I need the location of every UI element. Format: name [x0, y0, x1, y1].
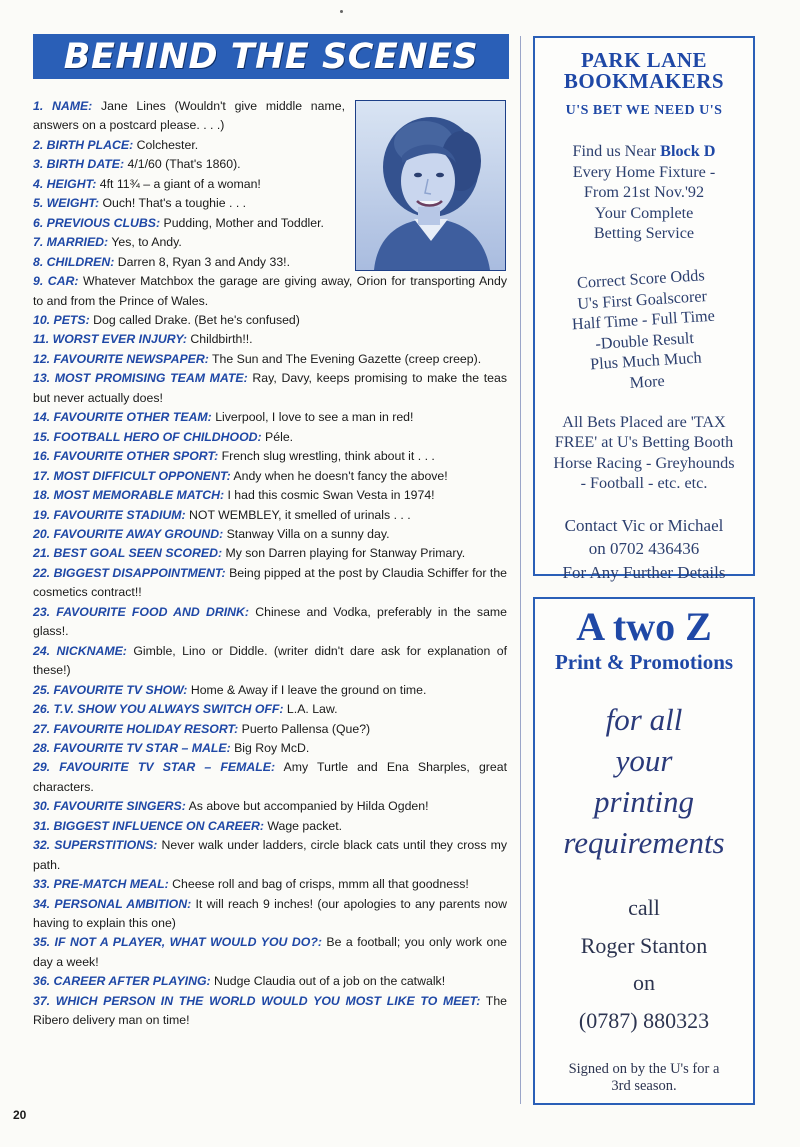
bets-line: Correct Score Odds	[576, 265, 706, 292]
qa-item	[33, 525, 507, 544]
question-label: 35. IF NOT A PLAYER, WHAT WOULD YOU DO?:	[33, 935, 322, 950]
question-label: 22. BIGGEST DISAPPOINTMENT:	[33, 565, 226, 580]
question-label: 27. FAVOURITE HOLIDAY RESORT:	[33, 721, 239, 736]
qa-item	[33, 681, 507, 700]
qa-item	[33, 544, 507, 563]
qa-item	[33, 447, 507, 466]
answer-text: The Ribero delivery man on time!	[33, 993, 507, 1028]
qa-item	[33, 136, 345, 155]
printing-footer	[535, 1061, 753, 1095]
qa-item	[33, 603, 507, 642]
tax-line: - Football - etc. etc.	[580, 474, 708, 492]
answer-text: Gimble, Lino or Diddle. (writer didn't dare ask for explanation of these!)	[33, 643, 507, 678]
answer-text: Amy Turtle and Ena Sharples, great characters.	[33, 760, 507, 794]
bets-line: Plus Much Much	[589, 348, 703, 373]
answer-text: 4ft 11¾ – a giant of a woman!	[96, 176, 261, 191]
bookmakers-name-line1: PARK LANE	[580, 48, 708, 72]
answer-text: Jane Lines (Wouldn't give middle name, answers on a postcard please. . . .)	[33, 99, 345, 133]
qa-item	[33, 175, 345, 194]
answer-text: Péle.	[261, 429, 294, 444]
question-label: 11. WORST EVER INJURY:	[33, 332, 187, 347]
answer-text: Whatever Matchbox the garage are giving away, Orion for transporting Andy to and from the Prince of Wales.	[33, 274, 507, 308]
answer-text: It will reach 9 inches! (our apologies to any parents now having to explain this one)	[33, 896, 507, 931]
qa-item	[33, 564, 507, 603]
qa-item	[33, 467, 507, 486]
question-label: 21. BEST GOAL SEEN SCORED:	[33, 546, 223, 561]
column-divider	[520, 36, 521, 1104]
question-label: 36. CAREER AFTER PLAYING:	[33, 974, 211, 989]
bookmakers-advert	[533, 36, 755, 582]
question-label: 12. FAVOURITE NEWSPAPER:	[33, 351, 209, 366]
contact-line: Contact Vic or Michael	[564, 515, 724, 535]
contact-phone: (0787) 880323	[578, 1007, 710, 1033]
answer-text: Dog called Drake. (Bet he's confused)	[89, 312, 300, 327]
qa-item	[33, 797, 507, 816]
qa-item	[33, 739, 507, 758]
bookmakers-bets-block	[531, 262, 756, 398]
bets-line: U's First Goalscorer	[576, 286, 708, 313]
bookmakers-tax-block	[535, 412, 753, 494]
qa-item	[33, 992, 507, 1031]
answer-text: Chinese and Vodka, preferably in the same glass!.	[33, 604, 507, 639]
question-label: 37. WHICH PERSON IN THE WORLD WOULD YOU MOST LIKE TO MEET:	[33, 993, 481, 1008]
question-label: 13. MOST PROMISING TEAM MATE:	[33, 371, 248, 386]
answer-text: As above but accompanied by Hilda Ogden!	[185, 799, 429, 814]
question-label: 20. FAVOURITE AWAY GROUND:	[33, 526, 224, 541]
find-us-prefix: Find us Near	[572, 142, 661, 160]
question-label: 32. SUPERSTITIONS:	[33, 838, 158, 853]
question-label: 15. FOOTBALL HERO OF CHILDHOOD:	[33, 429, 262, 444]
answer-text: Big Roy McD.	[230, 740, 310, 755]
answer-text: French slug wrestling, think about it . . .	[218, 449, 435, 464]
qa-item	[33, 311, 507, 330]
contact-line: on 0702 436436	[588, 539, 700, 558]
question-label: 31. BIGGEST INFLUENCE ON CAREER:	[33, 818, 264, 833]
printing-contact	[535, 889, 753, 1039]
contact-line: Roger Stanton	[580, 932, 708, 958]
bookmakers-location-block	[535, 141, 753, 244]
qa-item	[33, 836, 507, 875]
question-label: 30. FAVOURITE SINGERS:	[33, 799, 186, 814]
answer-text: Nudge Claudia out of a job on the catwalk!	[210, 974, 446, 989]
answer-text: Home & Away if I leave the ground on time.	[187, 682, 427, 697]
location-line: From 21st Nov.'92	[583, 183, 705, 201]
qa-item	[33, 758, 507, 797]
qa-item	[33, 972, 507, 991]
answer-text: 4/1/60 (That's 1860).	[124, 157, 241, 172]
question-label: 3. BIRTH DATE:	[33, 157, 125, 172]
question-label: 17. MOST DIFFICULT OPPONENT:	[33, 468, 231, 483]
qa-item	[33, 330, 507, 349]
footer-line: 3rd season.	[611, 1078, 677, 1094]
answer-text: NOT WEMBLEY, it smelled of urinals . . .	[185, 507, 411, 522]
qa-item	[33, 214, 345, 233]
answer-text: Ray, Davy, keeps promising to make the teas but never actually does!	[33, 371, 507, 405]
question-label: 10. PETS:	[33, 312, 90, 327]
bets-line: -Double Result	[594, 327, 695, 352]
question-label: 25. FAVOURITE TV SHOW:	[33, 682, 188, 697]
tax-line: All Bets Placed are 'TAX	[562, 412, 726, 431]
question-label: 33. PRE-MATCH MEAL:	[33, 877, 169, 892]
question-label: 29. FAVOURITE TV STAR – FEMALE:	[33, 760, 276, 775]
answer-text: Never walk under ladders, circle black cats until they cross my path.	[33, 838, 507, 872]
question-label: 9. CAR:	[33, 274, 79, 289]
qa-item	[33, 700, 507, 719]
question-label: 16. FAVOURITE OTHER SPORT:	[33, 449, 219, 464]
answer-text: Yes, to Andy.	[108, 235, 182, 250]
qa-item	[33, 895, 507, 934]
printing-company-name: A two Z	[576, 604, 712, 649]
answer-text: Liverpool, I love to see a man in red!	[211, 410, 414, 425]
tax-line: Horse Racing - Greyhounds	[553, 453, 735, 472]
qa-item	[33, 233, 507, 252]
answer-text: Being pipped at the post by Claudia Schiffer for the cosmetics contract!!	[33, 565, 508, 600]
answer-text: Wage packet.	[263, 818, 343, 833]
answer-text: Darren 8, Ryan 3 and Andy 33!.	[114, 254, 290, 269]
qa-item	[33, 272, 507, 311]
tax-line: FREE' at U's Betting Booth	[554, 433, 734, 451]
location-line: Every Home Fixture -	[572, 162, 716, 181]
slogan-line: for all	[605, 702, 683, 737]
qa-item	[33, 97, 345, 136]
qa-item	[33, 933, 507, 972]
question-label: 4. HEIGHT:	[33, 176, 97, 191]
question-label: 7. MARRIED:	[33, 235, 109, 250]
contact-line: on	[633, 970, 655, 995]
qa-item	[33, 720, 507, 739]
question-label: 18. MOST MEMORABLE MATCH:	[33, 488, 225, 503]
question-label: 24. NICKNAME:	[33, 643, 127, 658]
question-label: 28. FAVOURITE TV STAR – MALE:	[33, 740, 231, 755]
qa-item	[33, 253, 507, 272]
location-line: Your Complete	[594, 203, 694, 222]
question-list	[33, 97, 507, 1031]
qa-item	[33, 350, 507, 369]
printing-slogan	[535, 699, 753, 863]
bookmakers-tagline: U'S BET WE NEED U'S	[565, 103, 723, 118]
qa-item	[33, 428, 507, 447]
qa-item	[33, 408, 507, 427]
print-speck	[340, 10, 343, 13]
qa-item	[33, 486, 507, 505]
slogan-line: requirements	[563, 825, 725, 860]
bets-line: More	[629, 370, 666, 391]
question-label: 1. NAME:	[33, 99, 93, 113]
contact-line: For Any Further Details	[562, 562, 726, 582]
qa-item	[33, 155, 345, 174]
bookmakers-name	[535, 50, 753, 92]
qa-item	[33, 875, 507, 894]
answer-text: My son Darren playing for Stanway Primary.	[222, 546, 466, 561]
bets-line: Half Time - Full Time	[571, 306, 716, 333]
bookmakers-contact-block	[535, 514, 753, 585]
bookmakers-name-line2: BOOKMAKERS	[563, 69, 725, 93]
answer-text: Ouch! That's a toughie . . .	[99, 196, 247, 211]
question-label: 2. BIRTH PLACE:	[33, 137, 134, 152]
question-label: 14. FAVOURITE OTHER TEAM:	[33, 410, 212, 425]
contact-line: call	[628, 895, 660, 920]
question-label: 6. PREVIOUS CLUBS:	[33, 215, 161, 230]
question-label: 34. PERSONAL AMBITION:	[33, 896, 192, 911]
block-d-label: Block D	[660, 142, 716, 160]
answer-text: Stanway Villa on a sunny day.	[223, 526, 390, 541]
slogan-line: printing	[594, 784, 694, 819]
answer-text: Colchester.	[133, 137, 199, 152]
question-label: 23. FAVOURITE FOOD AND DRINK:	[33, 604, 250, 619]
page-number: 20	[13, 1108, 27, 1122]
answer-text: Puerto Pallensa (Que?)	[238, 721, 371, 736]
printing-company-subtitle: Print & Promotions	[554, 650, 734, 674]
answer-text: Andy when he doesn't fancy the above!	[230, 468, 448, 483]
answer-text: Pudding, Mother and Toddler.	[160, 215, 324, 230]
location-line: Betting Service	[593, 224, 695, 242]
qa-item	[33, 369, 507, 408]
qa-item	[33, 817, 507, 836]
question-label: 8. CHILDREN:	[33, 254, 115, 269]
footer-line: Signed on by the U's for a	[568, 1061, 720, 1077]
qa-item	[33, 194, 345, 213]
answer-text: The Sun and The Evening Gazette (creep creep).	[208, 351, 482, 366]
question-label: 5. WEIGHT:	[33, 196, 100, 211]
answer-text: L.A. Law.	[283, 702, 338, 717]
question-label: 26. T.V. SHOW YOU ALWAYS SWITCH OFF:	[33, 702, 284, 717]
answer-text: Cheese roll and bag of crisps, mmm all that goodness!	[168, 877, 469, 892]
answer-text: Be a football; you only work one day a week!	[33, 935, 508, 969]
printing-advert	[533, 597, 755, 1105]
answer-text: Childbirth!!.	[186, 332, 253, 347]
question-label: 19. FAVOURITE STADIUM:	[33, 507, 186, 522]
answer-text: I had this cosmic Swan Vesta in 1974!	[224, 488, 435, 503]
qa-item	[33, 642, 507, 681]
qa-item	[33, 506, 507, 525]
article-title: BEHIND THE SCENES	[33, 34, 509, 79]
find-us-line	[535, 141, 753, 162]
slogan-line: your	[615, 743, 673, 778]
